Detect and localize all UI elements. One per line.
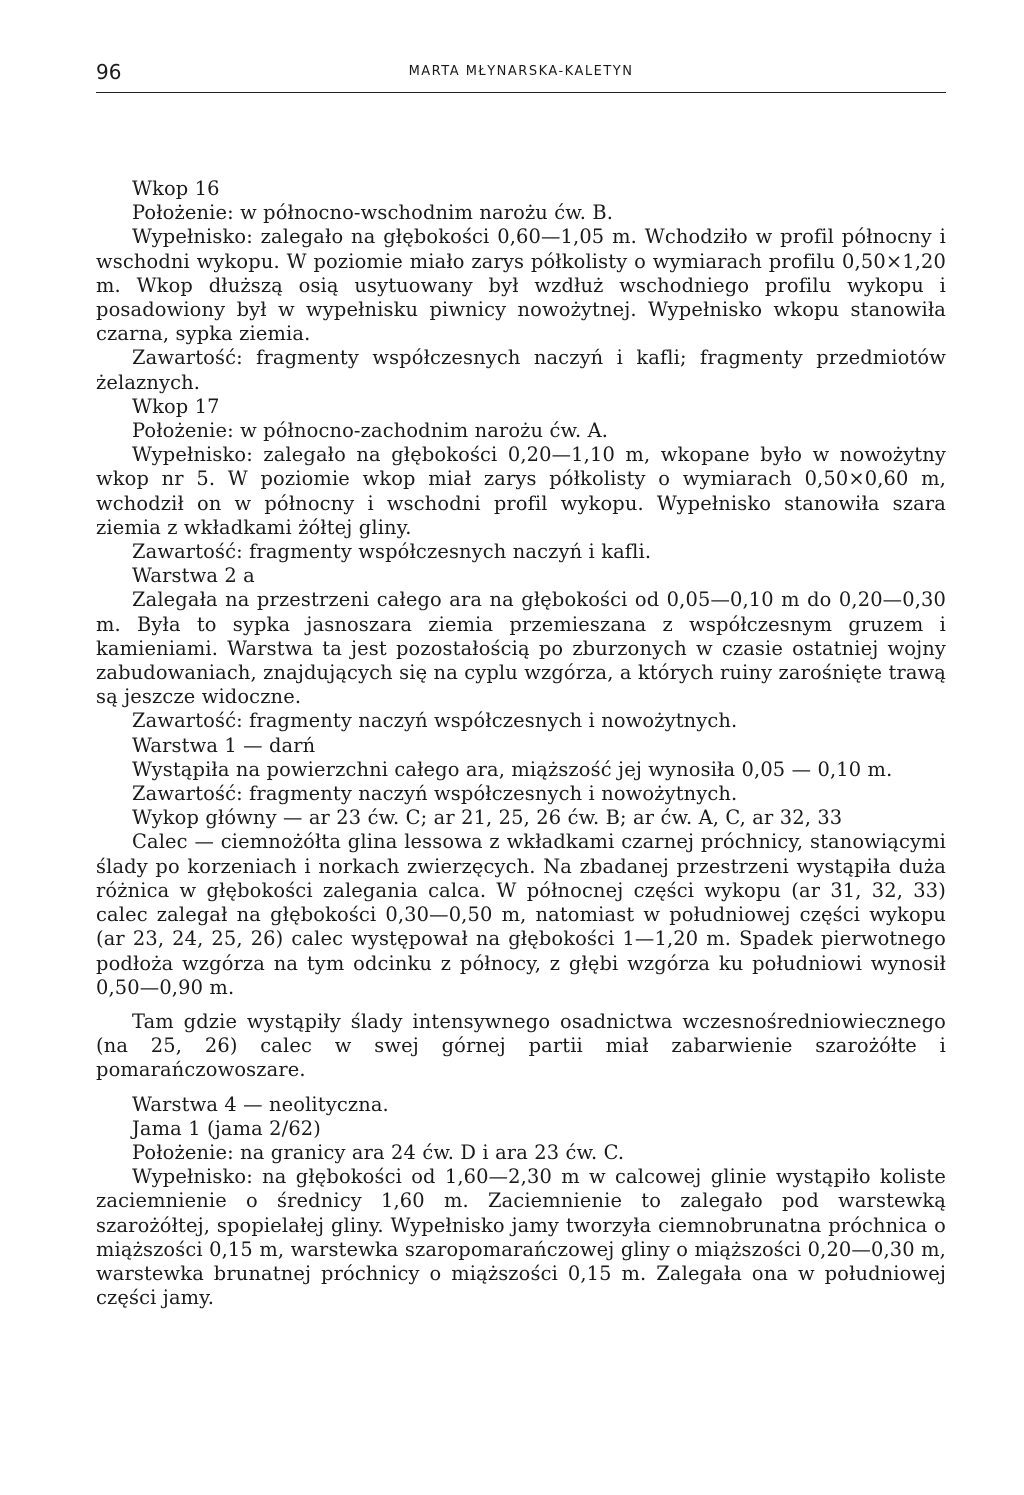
page-header — [96, 60, 946, 93]
paragraph: Położenie: w północno-zachodnim narożu ćw. A. — [132, 419, 609, 443]
paragraph: Wypełnisko: zalegało na głębokości 0,20—1,10 m, wkopane było w nowożytny wkop nr 5. W poziomie wkop miał zarys półkolisty o wymiarach 0,50×0,60 m, wchodził on w północny i wschodni profil wykopu. Wypełnisko stanowiła szara ziemia z wkładkami żółtej gliny. — [96, 443, 946, 539]
paragraph: Wypełnisko: zalegało na głębokości 0,60—1,05 m. Wchodziło w profil północny i wschodni wykopu. W poziomie miało zarys półkolisty o wymiarach profilu 0,50×1,20 m. Wkop dłuższą osią usytuowany był wzdłuż wschodniego profilu wykopu i posadowiony był w wypełnisku piwnicy nowożytnej. Wypełnisko wkopu stanowiła czarna, sypka ziemia. — [96, 225, 946, 346]
section-heading: Wykop główny — ar 23 ćw. C; ar 21, 25, 26 ćw. B; ar ćw. A, C, ar 32, 33 — [132, 806, 843, 830]
paragraph: Zawartość: fragmenty współczesnych naczyń i kafli; fragmenty przedmiotów żelaznych. — [96, 346, 946, 394]
paragraph: Calec — ciemnożółta glina lessowa z wkładkami czarnej próchnicy, stanowiącymi ślady po korzeniach i norkach zwierzęcych. Na zbadanej przestrzeni wystąpiła duża różnica w głębokości zalegania calca. W północnej części wykopu (ar 31, 32, 33) calec zalegał na głębokości 0,30—0,50 m, natomiast w południowej części wykopu (ar 23, 24, 25, 26) calec występował na głębokości 1—1,20 m. Spadek pierwotnego podłoża wzgórza na tym odcinku z północy, z głębi wzgórza ku południowi wynosił 0,50—0,90 m. — [96, 830, 946, 999]
section-heading: Wkop 16 — [132, 177, 220, 200]
paragraph: Położenie: w północno-wschodnim narożu ćw. B. — [132, 201, 614, 225]
body-text — [96, 177, 946, 1310]
paragraph: Wystąpiła na powierzchni całego ara, miąższość jej wynosiła 0,05 — 0,10 m. — [132, 757, 893, 781]
paragraph: Tam gdzie wystąpiły ślady intensywnego osadnictwa wczesnośredniowiecznego (na 25, 26) calec w swej górnej partii miał zabarwienie szarożółte i pomarańczowoszare. — [96, 1009, 946, 1082]
paragraph: Zawartość: fragmenty naczyń współczesnych i nowożytnych. — [132, 709, 738, 733]
paragraph: Wypełnisko: na głębokości od 1,60—2,30 m w calcowej glinie wystąpiło koliste zaciemnienie o średnicy 1,60 m. Zaciemnienie to zalegało pod warstewką szarożółtej, spopielałej gliny. Wypełnisko jamy tworzyła ciemnobrunatna próchnica o miąższości 0,15 m, warstewka szaropomarańczowej gliny o miąższości 0,20—0,30 m, warstewka brunatnej próchnicy o miąższości 0,15 m. Zalegała ona w południowej części jamy. — [96, 1165, 946, 1310]
section-heading: Wkop 17 — [132, 394, 220, 418]
paragraph: Zawartość: fragmenty naczyń współczesnych i nowożytnych. — [132, 782, 738, 806]
section-heading: Warstwa 4 — neolityczna. — [132, 1092, 389, 1116]
section-heading: Jama 1 (jama 2/62) — [132, 1116, 322, 1140]
section-heading: Warstwa 1 — darń — [132, 733, 316, 757]
paragraph: Zawartość: fragmenty współczesnych naczyń i kafli. — [132, 540, 652, 564]
paragraph: Zalegała na przestrzeni całego ara na głębokości od 0,05—0,10 m do 0,20—0,30 m. Była to sypka jasnoszara ziemia przemieszana z współczesnym gruzem i kamieniami. Warstwa ta jest pozostałością po zburzonych w czasie ostatniej wojny zabudowaniach, znajdujących się na cyplu wzgórza, a których ruiny zarośnięte trawą są jeszcze widoczne. — [96, 588, 946, 709]
running-title: MARTA MŁYNARSKA-KALETYN — [408, 64, 634, 79]
section-heading: Warstwa 2 a — [132, 564, 255, 588]
page-number: 96 — [96, 60, 122, 84]
document-page — [96, 60, 946, 1310]
paragraph: Położenie: na granicy ara 24 ćw. D i ara 23 ćw. C. — [132, 1140, 625, 1164]
